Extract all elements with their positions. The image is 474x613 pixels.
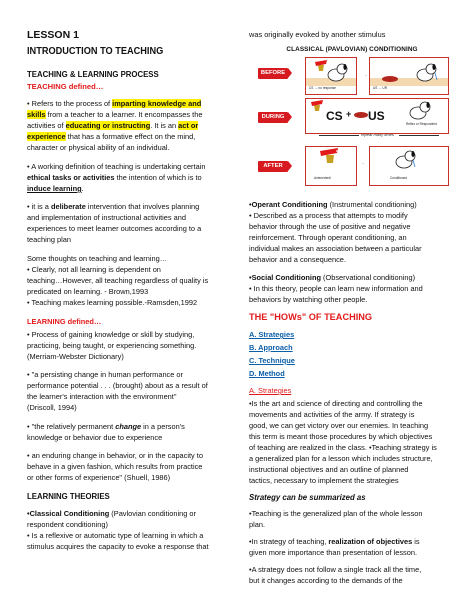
text-line: • Described as a process that attempts to modify	[249, 211, 408, 220]
text-line: • In this theory, people can learn new information and	[249, 284, 423, 293]
caption: →	[361, 161, 365, 165]
dog-bell-icon	[306, 58, 356, 86]
stage-before: BEFORE	[258, 68, 288, 79]
text-line: given more importance than presentation of lesson.	[249, 548, 418, 557]
text-line: • "a persisting change in human performance or	[27, 370, 183, 379]
text-line: a generalized plan for a lesson which includes structure,	[249, 454, 433, 463]
text-line: movements and activities of the army. If strategy is	[249, 410, 415, 419]
during-panel	[305, 98, 449, 134]
us-label: US	[368, 109, 385, 123]
plus-sign: +	[346, 109, 352, 119]
how-item-approach: B. Approach	[249, 343, 293, 352]
text-line: •In strategy of teaching, realization of objectives is	[249, 537, 420, 546]
text-line: behave in a given fashion, which results from practice	[27, 462, 203, 471]
text-line: ethical tasks or activities the intention of which is to	[27, 173, 202, 182]
text-line: experience that has a formative effect on the mind,	[27, 132, 196, 141]
text-line: but it changes according to the demands of the	[249, 576, 403, 585]
text-line: • an enduring change in behavior, or in the capacity to	[27, 451, 203, 460]
summarized-heading: Strategy can be summarized as	[249, 493, 366, 502]
text-line: induce learning.	[27, 184, 84, 193]
text-line: plan.	[249, 520, 266, 529]
text-line: activities of educating or instructing. It is an act or	[27, 121, 199, 130]
text-line: teaching…However, all teaching regardless of quality is	[27, 276, 209, 285]
text-line: •Social Conditioning (Observational conditioning)	[249, 273, 416, 282]
repeat-line	[319, 135, 359, 136]
text-line: •Operant Conditioning (Instrumental conditioning)	[249, 200, 417, 209]
text-line: •A strategy does not follow a single track all the time,	[249, 565, 422, 574]
text-line: • "the relatively permanent change in a person's	[27, 422, 185, 431]
repeat-label: repeat many times	[361, 132, 394, 137]
hows-title: THE "HOWs" OF TEACHING	[249, 312, 373, 322]
text-line: was originally evoked by another stimulus	[249, 30, 386, 39]
text-line: • Refers to the process of imparting knowledge and	[27, 99, 202, 108]
caption: Reflex or Respondent	[406, 122, 437, 126]
stage-after: AFTER	[258, 161, 288, 172]
caption: CS → no response	[309, 86, 336, 90]
text-line: • Clearly, not all learning is dependent on	[27, 265, 161, 274]
text-line: Some thoughts on teaching and learning…	[27, 254, 168, 263]
text-line: of teaching are realized in the class. •Teaching strategy is	[249, 443, 437, 452]
teaching-defined-heading: TEACHING defined…	[27, 82, 104, 91]
stage-during: DURING	[258, 112, 288, 123]
text-line: • Process of gaining knowledge or skill by studying,	[27, 330, 195, 339]
before-panel-2	[369, 57, 449, 95]
text-line: knowledge or behavior due to experience	[27, 433, 163, 442]
bell-icon	[306, 147, 356, 173]
text-line: practicing, being taught, or experiencing something.	[27, 341, 197, 350]
caption: →	[364, 73, 368, 77]
caption: Antecedent/	[314, 176, 332, 180]
text-line: or other forms of experience" (Shuell, 1986)	[27, 473, 171, 482]
how-item-technique: C. Technique	[249, 356, 295, 365]
text-line: individual makes an association between a particular	[249, 244, 422, 253]
lesson-label: LESSON 1	[27, 29, 79, 41]
caption: US → UR	[373, 86, 387, 90]
text-line: stimulus acquires the capacity to evoke a response that	[27, 542, 209, 551]
text-line: instructional objectives and an outline of planned	[249, 465, 409, 474]
dog-salivating-icon	[370, 147, 448, 173]
page-title: INTRODUCTION TO TEACHING	[27, 46, 164, 57]
text-line: and implementation of instructional activities and	[27, 213, 186, 222]
learning-theories-heading: LEARNING THEORIES	[27, 492, 110, 501]
text-line: skills from a teacher to a learner. It encompasses the	[27, 110, 203, 119]
strategies-heading: A. Strategies	[249, 386, 292, 395]
section-heading: TEACHING & LEARNING PROCESS	[27, 70, 159, 79]
text-line: •Is the art and science of directing and controlling the	[249, 399, 423, 408]
text-line: this term is meant those procedures by which objectives	[249, 432, 433, 441]
text-line: predicated on learning. - Brown,1993	[27, 287, 149, 296]
text-line: respondent conditioning)	[27, 520, 108, 529]
text-line: behaviors by watching other people.	[249, 295, 368, 304]
text-line: • A working definition of teaching is undertaking certain	[27, 162, 206, 171]
text-line: (Driscoll, 1994)	[27, 403, 77, 412]
text-line: •Teaching is the generalized plan of the whole lesson	[249, 509, 423, 518]
text-line: reinforcement. Through operant conditioning, an	[249, 233, 407, 242]
before-panel-1	[305, 57, 357, 95]
learning-defined-heading: LEARNING defined…	[27, 317, 102, 326]
pavlov-diagram	[249, 46, 455, 196]
text-line: behavior through the use of positive and negative	[249, 222, 411, 231]
repeat-line	[399, 135, 439, 136]
text-line: performance potential . . . (brought) about as a result of	[27, 381, 208, 390]
text-line: behavior and a consequence.	[249, 255, 346, 264]
text-line: • Teaching makes learning possible.-Ramsden,1992	[27, 298, 198, 307]
text-line: good, we can get victory over our enemies. In teaching	[249, 421, 429, 430]
diagram-title: CLASSICAL (PAVLOVIAN) CONDITIONING	[286, 46, 418, 53]
after-panel-2	[369, 146, 449, 186]
text-line: experiences to meet learner outcomes according to a	[27, 224, 202, 233]
how-item-method: D. Method	[249, 369, 285, 378]
ding-label: ding!	[336, 148, 346, 153]
caption: Conditioned	[390, 176, 408, 180]
text-line: •Classical Conditioning (Pavlovian conditioning or	[27, 509, 196, 518]
text-line: • it is a deliberate intervention that involves planning	[27, 202, 200, 211]
how-item-strategies: A. Strategies	[249, 330, 295, 339]
after-panel-1	[305, 146, 357, 186]
cs-label: CS	[326, 109, 343, 123]
text-line: the learner's interaction with the environment"	[27, 392, 177, 401]
text-line: tactics, necessary to implement the strategies	[249, 476, 399, 485]
text-line: teaching plan	[27, 235, 71, 244]
text-line: character or physical ability of an individual.	[27, 143, 170, 152]
text-line: (Merriam-Webster Dictionary)	[27, 352, 124, 361]
dog-food-icon	[370, 58, 448, 86]
text-line: • Is a reflexive or automatic type of learning in which a	[27, 531, 204, 540]
